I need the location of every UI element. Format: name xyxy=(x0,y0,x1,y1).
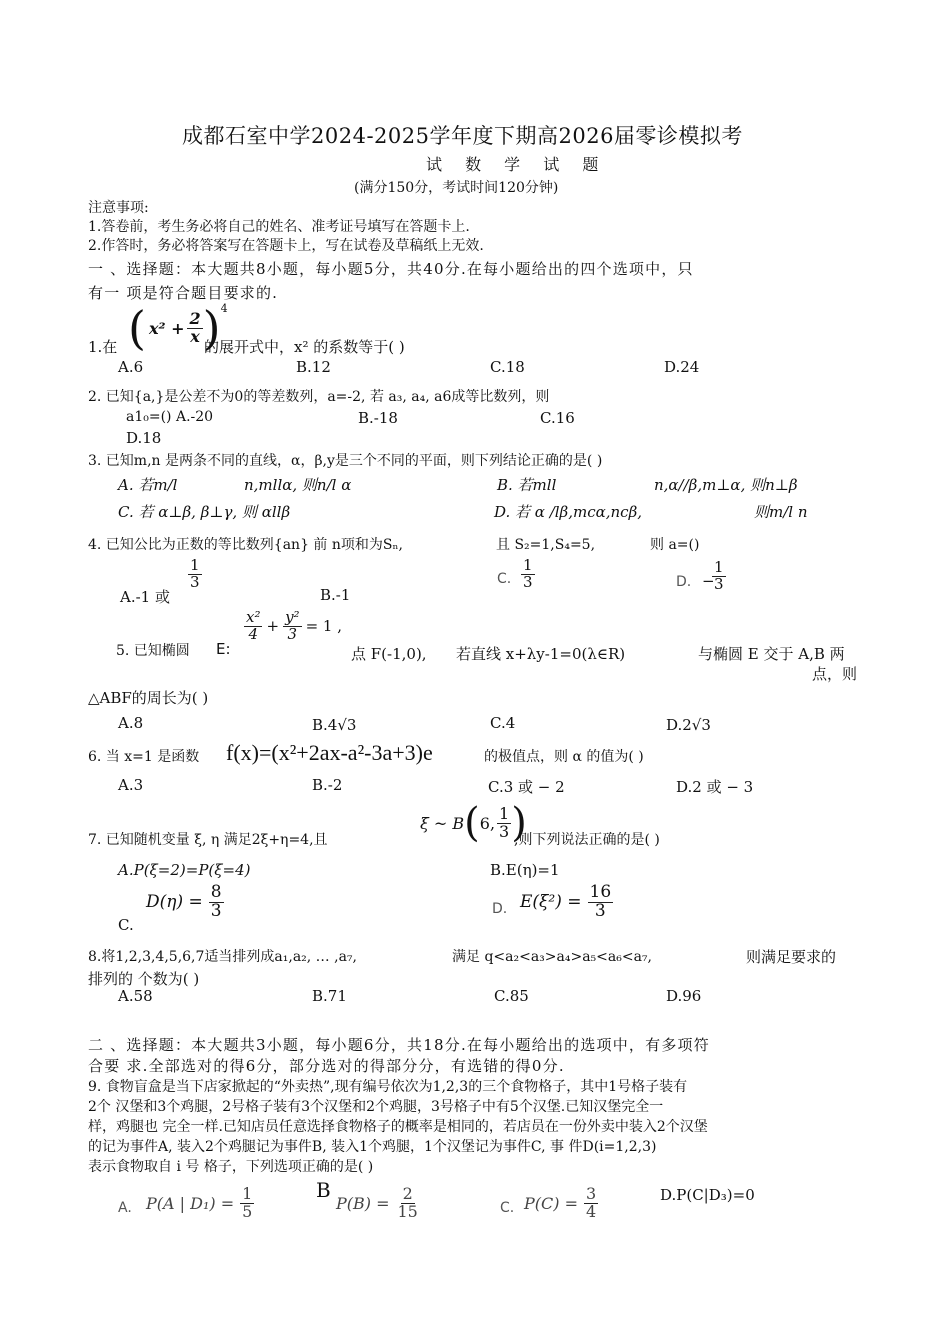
q4-option-c-label: C. xyxy=(497,571,512,587)
q9-line5: 表示食物取自 i 号 格子，下列选项正确的是( ) xyxy=(88,1159,374,1175)
q2-line2: a1₀=() A.-20 xyxy=(126,409,214,425)
q5-ellipse-fraction-y: $\frac{\text{y²}}{3}$ xyxy=(285,608,300,643)
notes-heading: 注意事项: xyxy=(88,200,149,216)
q3-option-c: C. 若 α⊥β, β⊥γ, 则 αllβ xyxy=(118,503,291,521)
q5-stem-part5: 点，则 xyxy=(812,665,858,683)
q2-option-c: C.16 xyxy=(540,409,575,427)
section1-intro-line2: 有一 项是符合题目要求的. xyxy=(88,284,279,302)
q7-prefix: 7. 已知随机变量 ξ, η 满足2ξ+η=4,且 xyxy=(88,832,328,848)
q4-stem-part2: 且 S₂=1,S₄=5, xyxy=(496,537,596,553)
page-subtitle: 试 数 学 试 题 xyxy=(426,155,608,174)
q7-option-b: B.E(η)=1 xyxy=(490,861,560,879)
q5-ellipse-equation: $\frac{\text{x²}}{4}$ + $\frac{\text{y²}}{3}$ = 1 , xyxy=(246,608,342,643)
score-note: (满分150分，考试时间120分钟) xyxy=(354,180,559,196)
q5-option-c: C.4 xyxy=(490,714,516,732)
q1-option-b: B.12 xyxy=(296,358,331,376)
q6-option-c: C.3 或 − 2 xyxy=(488,778,565,796)
q5-line2: △ABF的周长为( ) xyxy=(88,689,209,707)
q8-stem-part1: 8.将1,2,3,4,5,6,7适当排列成a₁,a₂, … ,a₇, xyxy=(88,949,357,965)
q8-option-b: B.71 xyxy=(312,987,347,1005)
q3-option-d-part2: 则m/l n xyxy=(754,503,808,521)
q9-option-d: D.P(C|D₃)=0 xyxy=(660,1186,755,1204)
q8-option-c: C.85 xyxy=(494,987,529,1005)
note-item-1: 1.答卷前，考生务必将自己的姓名、准考证号填写在答题卡上. xyxy=(88,219,470,235)
q1-fraction: $\frac{2}{x}$ xyxy=(189,308,201,346)
q3-option-b-part2: n,α//β,m⊥α, 则n⊥β xyxy=(654,476,798,494)
q5-option-a: A.8 xyxy=(118,714,144,732)
q5-option-b: B.4√3 xyxy=(312,716,357,734)
q6-option-a: A.3 xyxy=(118,776,144,794)
q9-option-c-expression: P(C) = $\frac{3}{4}$ xyxy=(524,1184,597,1221)
q8-stem-part3: 则满足要求的 xyxy=(746,948,837,966)
q4-option-d-fraction: $\frac{1}{3}$ xyxy=(714,558,724,593)
q9-line1: 9. 食物盲盒是当下店家掀起的“外卖热”,现有编号依次为1,2,3的三个食物格子，其中1号格子装有 xyxy=(88,1079,688,1095)
q6-function: f(x)=(x²+2ax-a²-3a+3)e xyxy=(226,740,433,765)
q1-option-c: C.18 xyxy=(490,358,525,376)
q9-line4: 的记为事件A, 装入2个鸡腿记为事件B, 装入1个鸡腿，1个汉堡记为事件C, 事 件D(i=1,2,3) xyxy=(88,1139,657,1155)
q1-binomial-expression: ( x² + $\frac{2}{x}$ ) 4 xyxy=(128,301,228,355)
q7-option-d-label: D. xyxy=(492,901,508,917)
q5-stem-part3: 若直线 x+λy-1=0(λ∈R) xyxy=(456,645,626,663)
q7-option-c-label: C. xyxy=(118,916,134,934)
q8-stem-part2: 满足 q<a₂<a₃>a₄>a₅<a₆<a₇, xyxy=(452,949,652,965)
q4-option-c-fraction: $\frac{1}{3}$ xyxy=(523,556,533,591)
q9-line3: 样，鸡腿也 完全一样.已知店员任意选择食物格子的概率是相同的，若店员在一份外卖中装入2个汉堡 xyxy=(88,1119,708,1135)
note-item-2: 2.作答时，务必将答案写在答题卡上，写在试卷及草稿纸上无效. xyxy=(88,238,484,254)
q7-option-a: A.P(ξ=2)=P(ξ=4) xyxy=(118,861,251,879)
q6-suffix: 的极值点，则 α 的值为( ) xyxy=(484,749,644,765)
q3-stem: 3. 已知m,n 是两条不同的直线，α，β,y是三个不同的平面，则下列结论正确的是( ) xyxy=(88,453,603,469)
q9-option-a-label: A. xyxy=(118,1200,132,1216)
q9-option-c-label: C. xyxy=(500,1200,515,1216)
q4-option-d-sign: − xyxy=(702,572,715,590)
q6-prefix: 6. 当 x=1 是函数 xyxy=(88,749,200,765)
q5-ellipse-fraction-x: $\frac{\text{x²}}{4}$ xyxy=(246,608,261,643)
q6-option-d: D.2 或 − 3 xyxy=(676,778,754,796)
q5-stem-part2: 点 F(-1,0), xyxy=(351,645,427,663)
section2-intro-line2: 合要 求.全部选对的得6分，部分选对的得部分分，有选错的得0分. xyxy=(88,1057,565,1075)
q3-option-a-part1: A. 若m/l xyxy=(118,476,178,494)
q1-prefix: 1.在 xyxy=(88,338,118,356)
q1-suffix: 的展开式中，x² 的系数等于( ) xyxy=(204,338,405,356)
q2-option-d: D.18 xyxy=(126,429,162,447)
q8-option-d: D.96 xyxy=(666,987,702,1005)
q8-option-a: A.58 xyxy=(118,987,153,1005)
q1-expr-base: x² + xyxy=(148,318,185,338)
q2-option-b: B.-18 xyxy=(358,409,398,427)
section2-intro-line1: 二 、选择题：本大题共3小题，每小题6分，共18分.在每小题给出的选项中，有多项符 xyxy=(88,1036,710,1054)
section1-intro-line1: 一 、选择题：本大题共8小题，每小题5分，共40分.在每小题给出的四个选项中，只 xyxy=(88,260,694,278)
q6-option-b: B.-2 xyxy=(312,776,343,794)
q9-option-b-label: B xyxy=(316,1178,331,1202)
q7-option-c-expression: D(η) = $\frac{8}{3}$ xyxy=(146,882,222,921)
q5-stem-part1: 5. 已知椭圆 xyxy=(116,643,190,659)
q5-ellipse-label: E: xyxy=(216,640,231,658)
q4-stem-part1: 4. 已知公比为正数的等比数列{an} 前 n项和为Sₙ, xyxy=(88,537,403,553)
q4-option-a: A.-1 或 xyxy=(120,588,170,606)
q4-option-b: B.-1 xyxy=(320,586,351,604)
q1-option-a: A.6 xyxy=(118,358,144,376)
q9-option-a-expression: P(A | D₁) = $\frac{1}{5}$ xyxy=(146,1184,253,1221)
q7-distribution: ξ ~ B ( 6, $\frac{1}{3}$ ) xyxy=(420,800,527,846)
q5-option-d: D.2√3 xyxy=(666,716,711,734)
q5-stem-part4: 与椭圆 E 交于 A,B 两 xyxy=(698,645,845,663)
q3-option-a-part2: n,mllα, 则n/l α xyxy=(244,476,352,494)
q9-line2: 2个 汉堡和3个鸡腿，2号格子装有3个汉堡和2个鸡腿，3号格子中有5个汉堡.已知汉堡完全一 xyxy=(88,1099,664,1115)
q2-stem: 2. 已知{a,}是公差不为0的等差数列，a=-2, 若 a₃, a₄, a6成等比数列，则 xyxy=(88,389,550,405)
q7-option-d-expression: E(ξ²) = $\frac{16}{3}$ xyxy=(520,882,612,921)
q4-option-d-label: D. xyxy=(676,574,692,590)
q1-option-d: D.24 xyxy=(664,358,700,376)
q7-suffix: ,则下列说法正确的是( ) xyxy=(514,832,660,848)
q3-option-d-part1: D. 若 α /lβ,mcα,ncβ, xyxy=(494,503,643,521)
q1-power: 4 xyxy=(220,302,228,315)
q3-option-b-part1: B. 若mll xyxy=(497,476,557,494)
q8-line2: 排列的 个数为( ) xyxy=(88,970,200,988)
q9-option-b-expression: P(B) = $\frac{2}{15}$ xyxy=(336,1184,418,1221)
q4-stem-part3: 则 a=() xyxy=(650,537,700,553)
page-title: 成都石室中学2024-2025学年度下期高2026届零诊模拟考 xyxy=(182,124,743,148)
q4-option-a-fraction: $\frac{1}{3}$ xyxy=(190,556,200,591)
